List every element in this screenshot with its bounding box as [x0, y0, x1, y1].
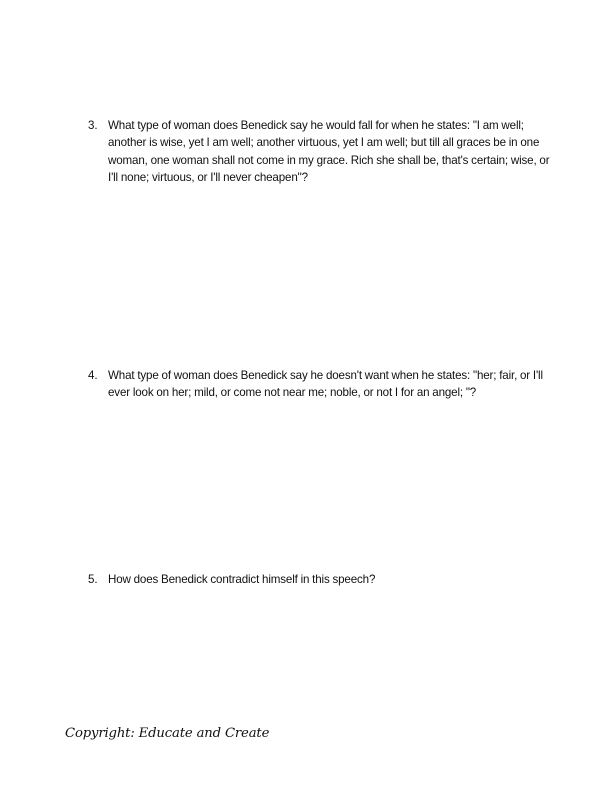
question-item-3	[88, 117, 553, 187]
question-text-3: What type of woman does Benedick say he would fall for when he states: "I am well; another is wise, yet I am well; another virtuous, yet I am well; but till all graces be in one woman, one woman shall not come in my grace. Rich she shall be, that's certain; wise, or I'll none; virtuous, or I'll never cheapen"?	[108, 119, 553, 185]
question-item-4	[88, 367, 550, 402]
answer-space-5	[88, 598, 550, 716]
question-number-4: 4.	[88, 369, 98, 382]
answer-space-3	[88, 212, 550, 362]
answer-space-4	[88, 425, 550, 565]
question-number-5: 5.	[88, 573, 98, 586]
footer-copyright: Copyright: Educate and Create	[65, 726, 270, 741]
question-text-4: What type of woman does Benedick say he doesn't want when he states: "her; fair, or I'll ever look on her; mild, or come not near me; noble, or not I for an angel; "?	[108, 369, 546, 400]
question-number-3: 3.	[88, 119, 98, 132]
question-text-5: How does Benedick contradict himself in this speech?	[108, 573, 376, 586]
question-item-5	[88, 571, 550, 588]
